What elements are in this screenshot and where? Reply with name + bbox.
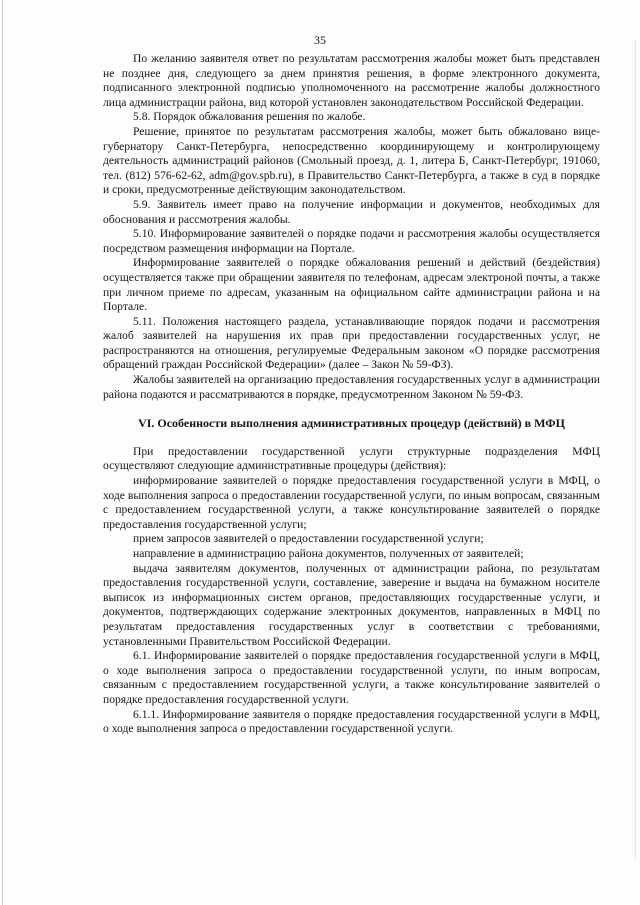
list-item-informing: информирование заявителей о порядке предоставления государственной услуги в МФЦ, о ходе выполнения запроса о предоставлении государственной услуги, по иным вопросам, связанным с предоставлением государственной услуги, а также консультирование заявителей о порядке предоставления государственной услуги;	[103, 474, 600, 531]
paragraph-mfc-procedures: При предоставлении государственной услуги структурные подразделения МФЦ осуществляют следующие административные процедуры (действия):	[103, 444, 600, 473]
paragraph-5-11: 5.11. Положения настоящего раздела, устанавливающие порядок подачи и рассмотрения жалоб заявителей на нарушения их прав при предоставлении государственных услуг, не распространяются на отношения, регулируемые Федеральным законом «О порядке рассмотрения обращений граждан Российской Федерации» (далее – Закон № 59-ФЗ).	[103, 314, 600, 372]
list-item-sending: направление в администрацию района документов, полученных от заявителей;	[133, 547, 524, 560]
section-heading-vi: VI. Особенности выполнения административных процедур (действий) в МФЦ	[138, 416, 565, 431]
paragraph-5-9: 5.9. Заявитель имеет право на получение информации и документов, необходимых для обоснования и рассмотрения жалобы.	[103, 197, 600, 226]
page-number: 35	[314, 33, 326, 47]
scan-left-edge	[2, 0, 3, 905]
paragraph-6-1-1: 6.1.1. Информирование заявителя о порядке предоставления государственной услуги в МФЦ, о ходе выполнения запроса о предоставлении государственной услуги.	[103, 707, 600, 736]
list-item-reception: прием запросов заявителей о предоставлении государственной услуги;	[133, 532, 484, 546]
paragraph-complaints-59fz: Жалобы заявителей на организацию предоставления государственных услуг в администрации района подаются и рассматриваются в порядке, предусмотренном Законом № 59-ФЗ.	[103, 373, 600, 401]
paragraph-6-1: 6.1. Информирование заявителей о порядке предоставления государственной услуги в МФЦ, о ходе выполнения запроса о предоставлении государственной услуги, по иным вопросам, связанным с предоставлением государственной услуги, а также консультирование заявителей о порядке предоставления государственной услуги.	[103, 649, 600, 706]
paragraph-answer-electronic: По желанию заявителя ответ по результатам рассмотрения жалобы может быть представлен не позднее дня, следующего за днем принятия решения, в форме электронного документа, подписанного электронной подписью уполномоченного на рассмотрение жалобы должностного лица администрации района, вид которой установлен законодательством Российской Федерации.	[103, 52, 600, 109]
paragraph-appeal-decision: Решение, принятое по результатам рассмотрения жалобы, может быть обжаловано вице-губернатору Санкт-Петербурга, непосредственно координирующему и контролирующему деятельность администраций районов (Смольный проезд, д. 1, литера Б, Санкт-Петербург, 191060, тел. (812) 576-62-62, adm@gov.spb.ru), в Правительство Санкт-Петербурга, а также в суд в порядке и сроки, предусмотренные действующим законодательством.	[103, 124, 600, 197]
list-item-issuing: выдача заявителям документов, полученных от администрации района, по результатам предоставления государственной услуги, составление, заверение и выдача на бумажном носителе выписок из информационных систем органов, предоставляющих государственные услуги, и документов, подтверждающих содержание электронных документов, направленных в МФЦ по результатам предоставления государственных услуг в соответствии с требованиями, установленными Правительством Российской Федерации.	[103, 561, 600, 648]
document-body	[103, 52, 600, 737]
paragraph-5-10: 5.10. Информирование заявителей о порядке подачи и рассмотрения жалобы осуществляется посредством размещения информации на Портале.	[103, 227, 600, 255]
paragraph-informing-appeal: Информирование заявителей о порядке обжалования решений и действий (бездействия) осуществляется также при обращении заявителя по телефонам, адресам электроной почты, а также при личном приеме по адресам, указанным на официальном сайте администрации района и на Портале.	[103, 256, 600, 314]
scan-right-edge	[635, 40, 636, 860]
paragraph-5-8: 5.8. Порядок обжалования решения по жалобе.	[133, 110, 366, 124]
